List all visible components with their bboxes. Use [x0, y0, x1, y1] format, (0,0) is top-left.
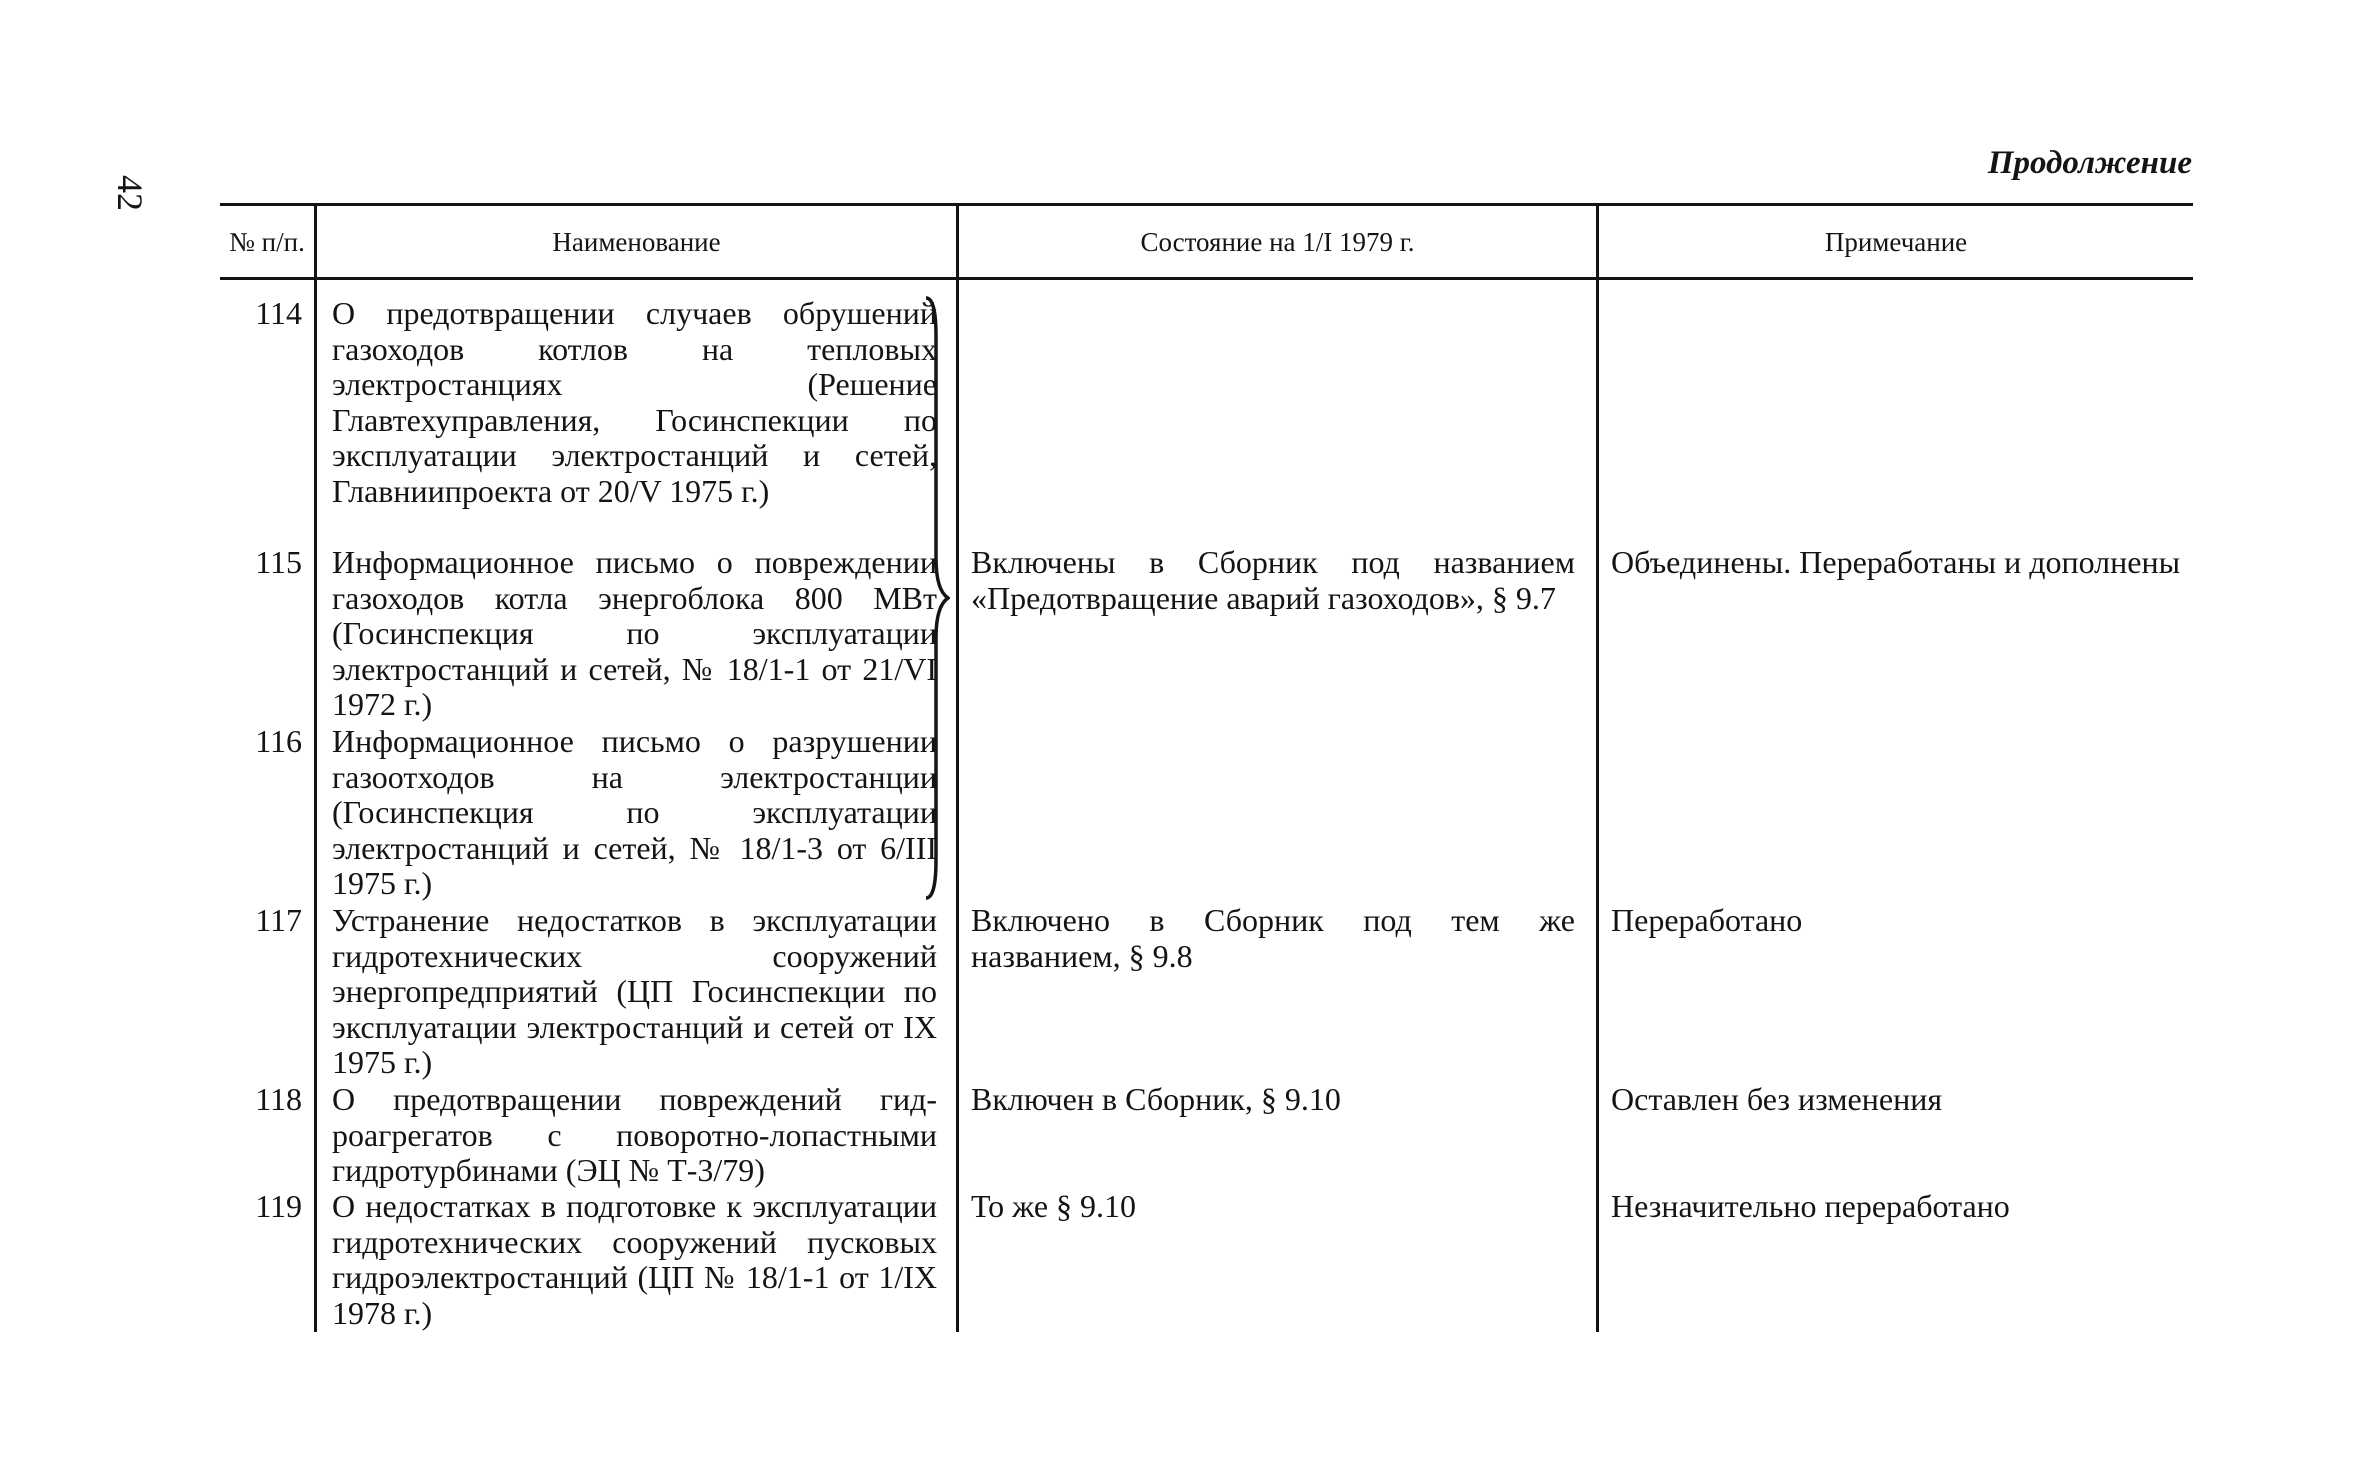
- row-number: 114: [255, 295, 302, 331]
- row-name: Информационное письмо о повреждении газоходов котла энергоблока 800 МВт (Госинспекция по эксплуатации электростанций и сетей, № 18/1-1 от 21/VI 1972 г.): [332, 544, 937, 722]
- row-number: 116: [255, 723, 302, 759]
- row-name: О предотвращении повреждений гидроагрегатов с поворотно-лопастными гидротурбинами (ЭЦ № Т-3/79): [332, 1081, 937, 1188]
- row-state: Включено в Сборник под тем же названием, § 9.8: [971, 902, 1575, 974]
- merged-note: Объединены. Переработаны и дополнены: [1611, 544, 2181, 580]
- row-name: О предотвращении случаев обрушений газоходов котлов на тепловых электростанциях (Решение Главтехуправления, Госинспекции по эксплуатации электростанций и сетей, Главниипроекта от 20/V 1975 г.): [332, 295, 937, 509]
- row-state: То же § 9.10: [971, 1188, 1137, 1224]
- row-group-brace: [922, 296, 950, 900]
- merged-state: Включены в Сборник под названием «Предотвращение аварий газоходов», § 9.7: [971, 544, 1575, 616]
- header-num: № п/п.: [229, 226, 305, 257]
- row-name: Информационное письмо о разрушении газоотходов на электростанции (Госинспекция по эксплуатации электростанций и сетей, № 18/1-3 от 6/III 1975 г.): [332, 723, 937, 901]
- continuation-label: Продолжение: [1987, 145, 2192, 181]
- row-number: 115: [255, 544, 302, 580]
- column-divider-name-state: [956, 206, 959, 1332]
- header-name: Наименование: [552, 226, 721, 257]
- page-number: 42: [110, 175, 150, 211]
- header-note: Примечание: [1824, 226, 1968, 257]
- row-note: Оставлен без изменения: [1611, 1081, 1943, 1117]
- row-name: О недостатках в подготовке к эксплуатации гидротехнических сооружений пусковых гидроэлектростанций (ЦП № 18/1-1 от 1/IX 1978 г.): [332, 1188, 937, 1331]
- column-divider-state-note: [1596, 206, 1599, 1332]
- row-number: 118: [255, 1081, 302, 1117]
- row-state: Включен в Сборник, § 9.10: [971, 1081, 1341, 1117]
- row-number: 119: [255, 1188, 302, 1224]
- row-number: 117: [255, 902, 302, 938]
- column-divider-num-name: [314, 206, 317, 1332]
- row-note: Переработано: [1611, 902, 1803, 938]
- row-name: Устранение недостатков в эксплуатации гидротехнических сооружений энергопредприятий (ЦП Госинспекции по эксплуатации электростанций и сетей от IX 1975 г.): [332, 902, 937, 1080]
- header-state: Состояние на 1/I 1979 г.: [1140, 226, 1415, 257]
- table-header-rule: [220, 277, 2193, 280]
- row-note: Незначительно переработано: [1611, 1188, 2010, 1224]
